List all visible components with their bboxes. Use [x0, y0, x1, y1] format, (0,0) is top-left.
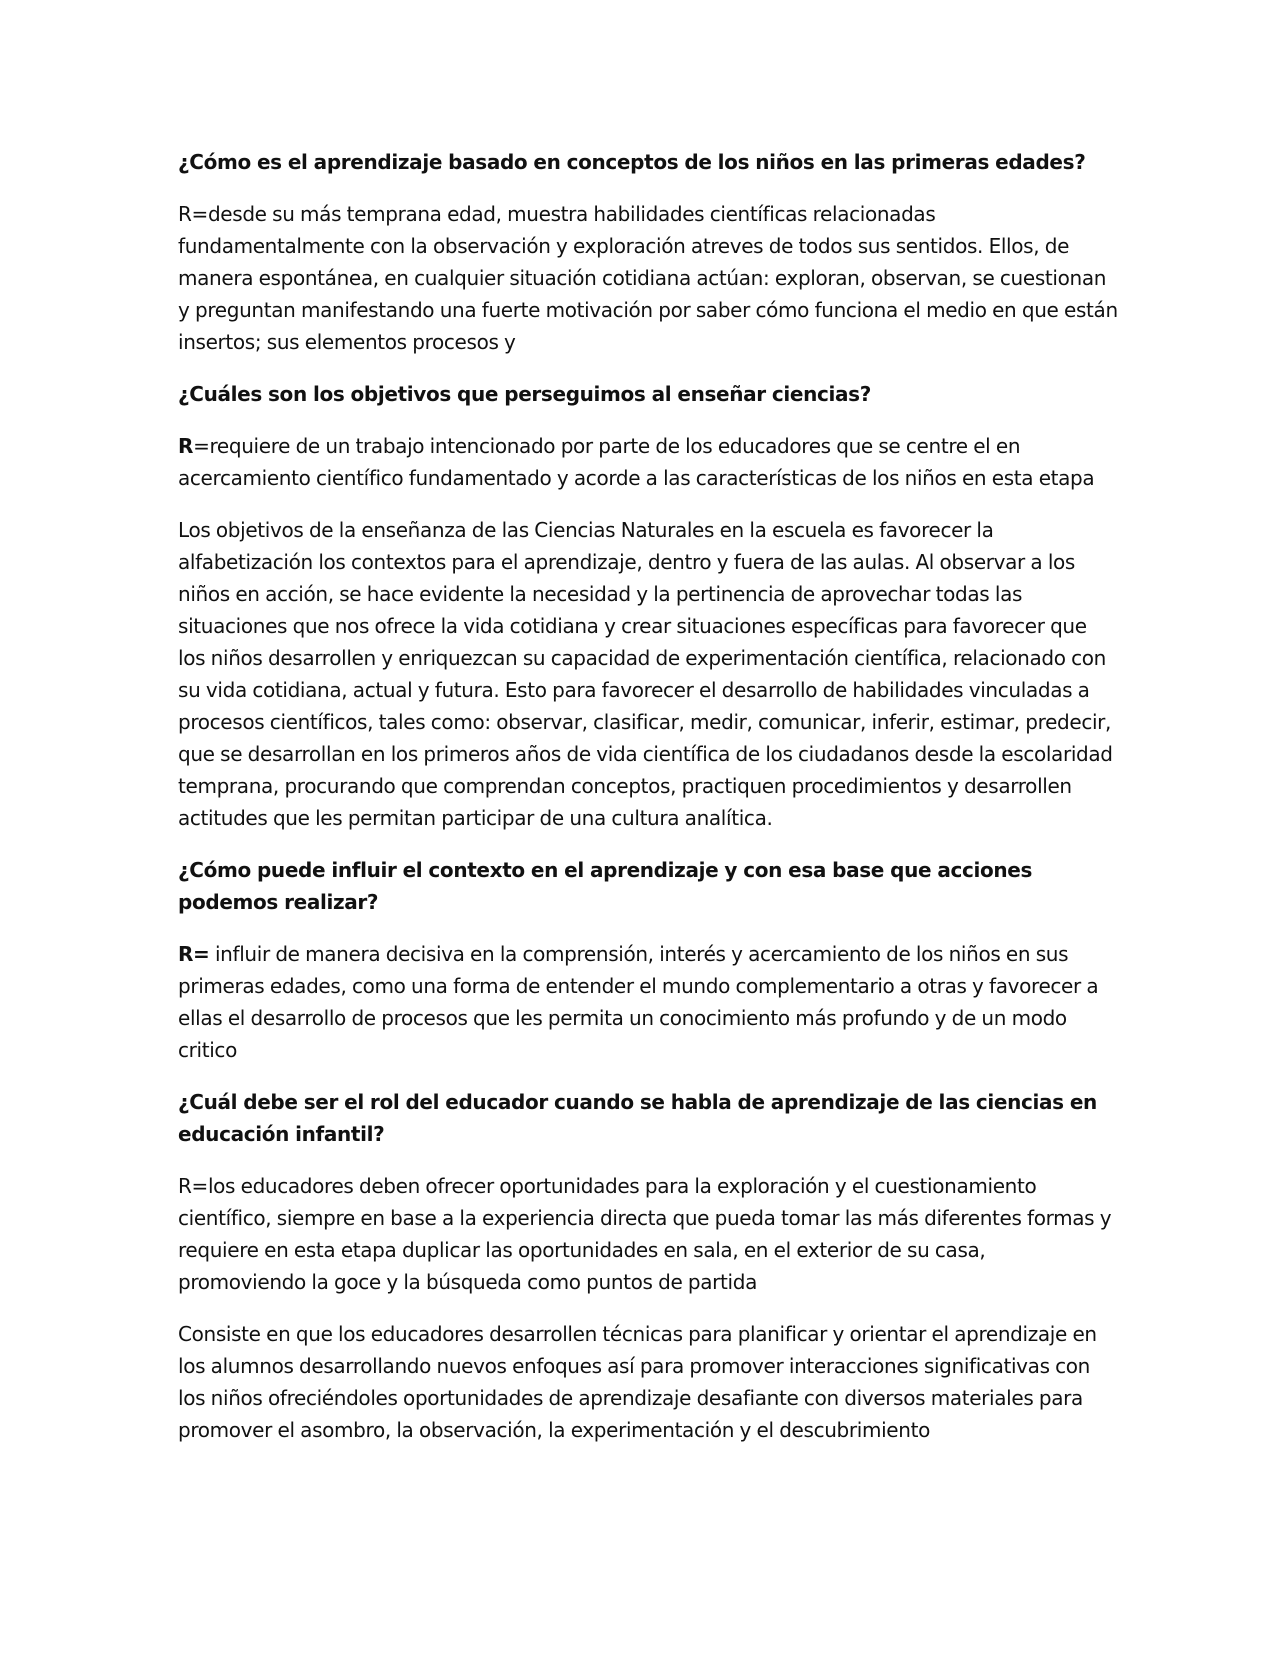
answer-2-text: =requiere de un trabajo intencionado por parte de los educadores que se centre el en acercamiento científico fundamentado y acorde a las características de los niños en esta etapa [178, 434, 1095, 490]
answer-1: R=desde su más temprana edad, muestra habilidades científicas relacionadas fundamentalmente con la observación y exploración atreves de todos sus sentidos. Ellos, de manera espontánea, en cualquier situación cotidiana actúan: exploran, observan, se cuestionan y preguntan manifestando una fuerte motivación por saber cómo funciona el medio en que están insertos; sus elementos procesos y [178, 202, 1118, 354]
question-3: ¿Cómo puede influir el contexto en el aprendizaje y con esa base que acciones podemos realizar? [178, 858, 1033, 914]
question-4: ¿Cuál debe ser el rol del educador cuando se habla de aprendizaje de las ciencias en educación infantil? [178, 1090, 1097, 1146]
paragraph-objectives: Los objetivos de la enseñanza de las Ciencias Naturales en la escuela es favorecer la alfabetización los contextos para el aprendizaje, dentro y fuera de las aulas. Al observar a los niños en acción, se hace evidente la necesidad y la pertinencia de aprovechar todas las situaciones que nos ofrece la vida cotidiana y crear situaciones específicas para favorecer que los niños desarrollen y enriquezcan su capacidad de experimentación científica, relacionado con su vida cotidiana, actual y futura. Esto para favorecer el desarrollo de habilidades vinculadas a procesos científicos, tales como: observar, clasificar, medir, comunicar, inferir, estimar, predecir, que se desarrollan en los primeros años de vida científica de los ciudadanos desde la escolaridad temprana, procurando que comprendan conceptos, practiquen procedimientos y desarrollen actitudes que les permitan participar de una cultura analítica. [178, 518, 1113, 830]
answer-4: R=los educadores deben ofrecer oportunidades para la exploración y el cuestionamiento científico, siempre en base a la experiencia directa que pueda tomar las más diferentes formas y requiere en esta etapa duplicar las oportunidades en sala, en el exterior de su casa, promoviendo la goce y la búsqueda como puntos de partida [178, 1174, 1112, 1294]
answer-3-prefix: R= [178, 942, 210, 966]
question-1: ¿Cómo es el aprendizaje basado en conceptos de los niños en las primeras edades? [178, 150, 1086, 174]
answer-3-text: influir de manera decisiva en la comprensión, interés y acercamiento de los niños en sus primeras edades, como una forma de entender el mundo complementario a otras y favorecer a ellas el desarrollo de procesos que les permita un conocimiento más profundo y de un modo critico [178, 942, 1099, 1062]
answer-2-prefix: R [178, 434, 194, 458]
question-2: ¿Cuáles son los objetivos que perseguimos al enseñar ciencias? [178, 382, 871, 406]
paragraph-educator-role: Consiste en que los educadores desarrollen técnicas para planificar y orientar el aprendizaje en los alumnos desarrollando nuevos enfoques así para promover interacciones significativas con los niños ofreciéndoles oportunidades de aprendizaje desafiante con diversos materiales para promover el asombro, la observación, la experimentación y el descubrimiento [178, 1322, 1097, 1442]
answer-2 [178, 430, 1118, 494]
answer-3 [178, 938, 1118, 1066]
document-body [178, 146, 1118, 1466]
